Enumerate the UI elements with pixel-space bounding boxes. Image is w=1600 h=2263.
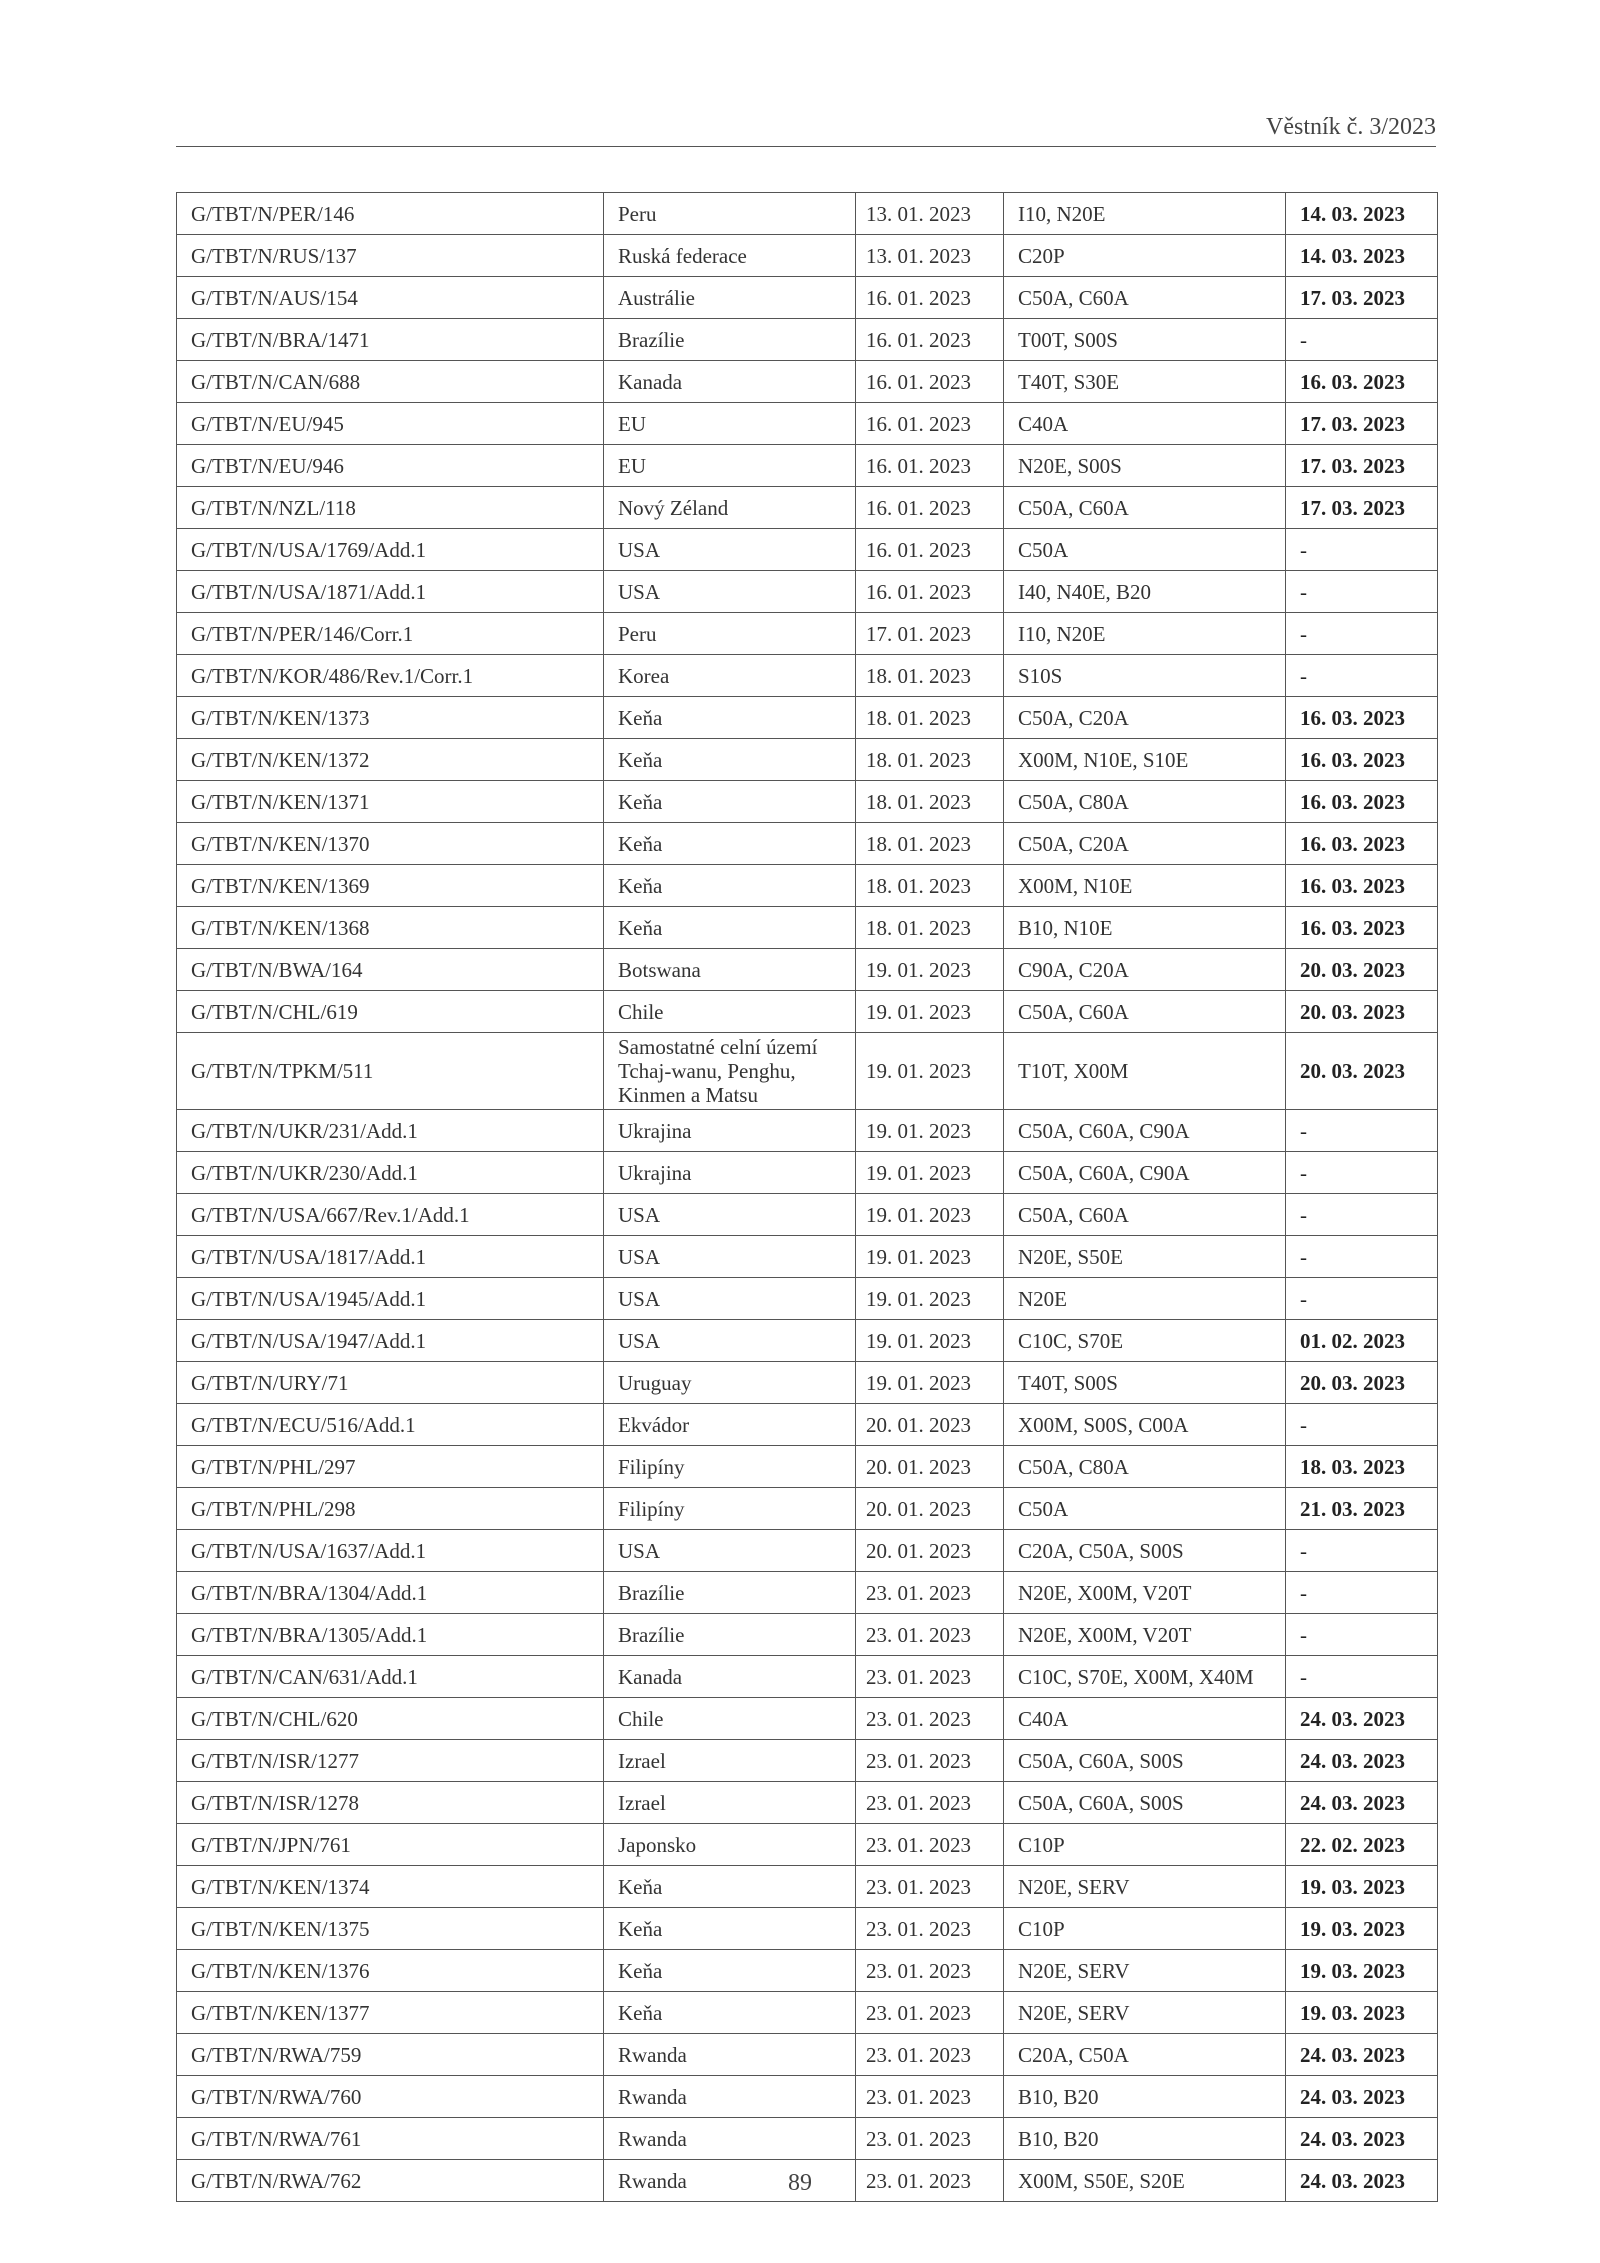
- notification-symbol-cell: G/TBT/N/KEN/1375: [177, 1908, 604, 1950]
- member-cell: Rwanda: [604, 2034, 856, 2076]
- table-row: [177, 865, 1438, 907]
- codes-cell: N20E, S50E: [1004, 1236, 1286, 1278]
- member-cell: Brazílie: [604, 1572, 856, 1614]
- page-header: [176, 112, 1436, 147]
- journal-title: Věstník č. 3/2023: [1266, 114, 1436, 140]
- notification-symbol-cell: G/TBT/N/ISR/1277: [177, 1740, 604, 1782]
- deadline-cell: 14. 03. 2023: [1286, 193, 1438, 235]
- deadline-cell: 20. 03. 2023: [1286, 1362, 1438, 1404]
- date-cell: 23. 01. 2023: [856, 1614, 1004, 1656]
- deadline-cell: 17. 03. 2023: [1286, 487, 1438, 529]
- date-cell: 19. 01. 2023: [856, 1033, 1004, 1110]
- date-cell: 19. 01. 2023: [856, 991, 1004, 1033]
- notification-symbol-cell: G/TBT/N/KEN/1369: [177, 865, 604, 907]
- member-cell: USA: [604, 571, 856, 613]
- member-cell: Ukrajina: [604, 1152, 856, 1194]
- deadline-cell: 20. 03. 2023: [1286, 949, 1438, 991]
- date-cell: 23. 01. 2023: [856, 2034, 1004, 2076]
- codes-cell: C50A, C20A: [1004, 823, 1286, 865]
- deadline-cell: 19. 03. 2023: [1286, 1866, 1438, 1908]
- date-cell: 16. 01. 2023: [856, 277, 1004, 319]
- notification-symbol-cell: G/TBT/N/NZL/118: [177, 487, 604, 529]
- notification-symbol-cell: G/TBT/N/USA/667/Rev.1/Add.1: [177, 1194, 604, 1236]
- table-row: [177, 277, 1438, 319]
- codes-cell: C50A, C60A, C90A: [1004, 1110, 1286, 1152]
- codes-cell: B10, B20: [1004, 2118, 1286, 2160]
- member-cell: Keňa: [604, 739, 856, 781]
- codes-cell: X00M, S50E, S20E: [1004, 2160, 1286, 2202]
- member-cell: Keňa: [604, 1950, 856, 1992]
- member-cell: Keňa: [604, 907, 856, 949]
- deadline-cell: -: [1286, 655, 1438, 697]
- member-cell: Uruguay: [604, 1362, 856, 1404]
- deadline-cell: 16. 03. 2023: [1286, 781, 1438, 823]
- deadline-cell: -: [1286, 571, 1438, 613]
- table-row: [177, 361, 1438, 403]
- deadline-cell: 24. 03. 2023: [1286, 2076, 1438, 2118]
- codes-cell: N20E, S00S: [1004, 445, 1286, 487]
- member-cell: USA: [604, 1320, 856, 1362]
- table-row: [177, 697, 1438, 739]
- table-row: [177, 907, 1438, 949]
- date-cell: 23. 01. 2023: [856, 1908, 1004, 1950]
- deadline-cell: -: [1286, 1236, 1438, 1278]
- codes-cell: I40, N40E, B20: [1004, 571, 1286, 613]
- codes-cell: C50A, C80A: [1004, 781, 1286, 823]
- member-cell: USA: [604, 1278, 856, 1320]
- date-cell: 20. 01. 2023: [856, 1488, 1004, 1530]
- notification-symbol-cell: G/TBT/N/AUS/154: [177, 277, 604, 319]
- member-cell: Keňa: [604, 781, 856, 823]
- member-cell: EU: [604, 403, 856, 445]
- codes-cell: T40T, S30E: [1004, 361, 1286, 403]
- notification-symbol-cell: G/TBT/N/CAN/688: [177, 361, 604, 403]
- codes-cell: C10C, S70E: [1004, 1320, 1286, 1362]
- date-cell: 23. 01. 2023: [856, 1950, 1004, 1992]
- deadline-cell: 20. 03. 2023: [1286, 1033, 1438, 1110]
- member-cell: USA: [604, 1530, 856, 1572]
- member-cell: Korea: [604, 655, 856, 697]
- codes-cell: C50A, C60A, C90A: [1004, 1152, 1286, 1194]
- codes-cell: C10P: [1004, 1824, 1286, 1866]
- member-cell: Brazílie: [604, 1614, 856, 1656]
- deadline-cell: 21. 03. 2023: [1286, 1488, 1438, 1530]
- table-row: [177, 235, 1438, 277]
- table-row: [177, 403, 1438, 445]
- codes-cell: C50A, C60A: [1004, 277, 1286, 319]
- table-row: [177, 1446, 1438, 1488]
- notification-symbol-cell: G/TBT/N/USA/1871/Add.1: [177, 571, 604, 613]
- notification-symbol-cell: G/TBT/N/PER/146: [177, 193, 604, 235]
- date-cell: 19. 01. 2023: [856, 1362, 1004, 1404]
- member-cell: USA: [604, 1236, 856, 1278]
- deadline-cell: 16. 03. 2023: [1286, 361, 1438, 403]
- table-row: [177, 1908, 1438, 1950]
- table-row: [177, 445, 1438, 487]
- member-cell: Kanada: [604, 1656, 856, 1698]
- table-row: [177, 1614, 1438, 1656]
- date-cell: 19. 01. 2023: [856, 1278, 1004, 1320]
- codes-cell: S10S: [1004, 655, 1286, 697]
- notification-symbol-cell: G/TBT/N/BRA/1305/Add.1: [177, 1614, 604, 1656]
- deadline-cell: 17. 03. 2023: [1286, 277, 1438, 319]
- member-cell: Rwanda: [604, 2118, 856, 2160]
- member-cell: Izrael: [604, 1782, 856, 1824]
- member-cell: Rwanda: [604, 2076, 856, 2118]
- codes-cell: B10, B20: [1004, 2076, 1286, 2118]
- member-cell: Izrael: [604, 1740, 856, 1782]
- deadline-cell: 20. 03. 2023: [1286, 991, 1438, 1033]
- table-row: [177, 781, 1438, 823]
- page-number: 89: [788, 2170, 812, 2196]
- deadline-cell: -: [1286, 1614, 1438, 1656]
- notification-symbol-cell: G/TBT/N/RUS/137: [177, 235, 604, 277]
- notification-symbol-cell: G/TBT/N/PHL/298: [177, 1488, 604, 1530]
- codes-cell: N20E, X00M, V20T: [1004, 1614, 1286, 1656]
- date-cell: 16. 01. 2023: [856, 529, 1004, 571]
- date-cell: 20. 01. 2023: [856, 1446, 1004, 1488]
- codes-cell: C20A, C50A, S00S: [1004, 1530, 1286, 1572]
- date-cell: 18. 01. 2023: [856, 697, 1004, 739]
- deadline-cell: 18. 03. 2023: [1286, 1446, 1438, 1488]
- notification-symbol-cell: G/TBT/N/CAN/631/Add.1: [177, 1656, 604, 1698]
- codes-cell: I10, N20E: [1004, 193, 1286, 235]
- codes-cell: C50A: [1004, 1488, 1286, 1530]
- member-cell: Brazílie: [604, 319, 856, 361]
- notification-symbol-cell: G/TBT/N/RWA/761: [177, 2118, 604, 2160]
- notification-symbol-cell: G/TBT/N/KEN/1368: [177, 907, 604, 949]
- date-cell: 18. 01. 2023: [856, 907, 1004, 949]
- table-row: [177, 1530, 1438, 1572]
- deadline-cell: -: [1286, 529, 1438, 571]
- date-cell: 23. 01. 2023: [856, 1740, 1004, 1782]
- table-row: [177, 1698, 1438, 1740]
- notification-symbol-cell: G/TBT/N/BRA/1304/Add.1: [177, 1572, 604, 1614]
- table-row: [177, 1950, 1438, 1992]
- date-cell: 17. 01. 2023: [856, 613, 1004, 655]
- table-row: [177, 193, 1438, 235]
- deadline-cell: -: [1286, 1572, 1438, 1614]
- date-cell: 18. 01. 2023: [856, 655, 1004, 697]
- codes-cell: C90A, C20A: [1004, 949, 1286, 991]
- member-cell: USA: [604, 529, 856, 571]
- member-cell: Peru: [604, 193, 856, 235]
- deadline-cell: 24. 03. 2023: [1286, 1740, 1438, 1782]
- codes-cell: C40A: [1004, 403, 1286, 445]
- deadline-cell: 24. 03. 2023: [1286, 2034, 1438, 2076]
- member-cell: Ruská federace: [604, 235, 856, 277]
- notification-symbol-cell: G/TBT/N/UKR/231/Add.1: [177, 1110, 604, 1152]
- codes-cell: C50A, C60A, S00S: [1004, 1740, 1286, 1782]
- table-row: [177, 655, 1438, 697]
- date-cell: 23. 01. 2023: [856, 1656, 1004, 1698]
- date-cell: 16. 01. 2023: [856, 487, 1004, 529]
- table-row: [177, 1782, 1438, 1824]
- notification-symbol-cell: G/TBT/N/CHL/619: [177, 991, 604, 1033]
- codes-cell: C50A, C60A, S00S: [1004, 1782, 1286, 1824]
- deadline-cell: 24. 03. 2023: [1286, 1698, 1438, 1740]
- notification-symbol-cell: G/TBT/N/KEN/1377: [177, 1992, 604, 2034]
- date-cell: 23. 01. 2023: [856, 1824, 1004, 1866]
- table-row: [177, 1362, 1438, 1404]
- date-cell: 19. 01. 2023: [856, 1320, 1004, 1362]
- member-cell: Keňa: [604, 1908, 856, 1950]
- member-cell: Peru: [604, 613, 856, 655]
- notification-symbol-cell: G/TBT/N/EU/945: [177, 403, 604, 445]
- table-row: [177, 1572, 1438, 1614]
- date-cell: 13. 01. 2023: [856, 235, 1004, 277]
- notification-symbol-cell: G/TBT/N/TPKM/511: [177, 1033, 604, 1110]
- deadline-cell: 16. 03. 2023: [1286, 739, 1438, 781]
- table-row: [177, 949, 1438, 991]
- member-cell: Chile: [604, 991, 856, 1033]
- member-cell: Kanada: [604, 361, 856, 403]
- codes-cell: C50A, C80A: [1004, 1446, 1286, 1488]
- table-row: [177, 1110, 1438, 1152]
- codes-cell: C50A: [1004, 529, 1286, 571]
- table-row: [177, 1278, 1438, 1320]
- deadline-cell: -: [1286, 1194, 1438, 1236]
- date-cell: 19. 01. 2023: [856, 1194, 1004, 1236]
- deadline-cell: -: [1286, 1110, 1438, 1152]
- deadline-cell: 17. 03. 2023: [1286, 445, 1438, 487]
- deadline-cell: 19. 03. 2023: [1286, 1908, 1438, 1950]
- date-cell: 23. 01. 2023: [856, 1992, 1004, 2034]
- deadline-cell: 17. 03. 2023: [1286, 403, 1438, 445]
- date-cell: 16. 01. 2023: [856, 445, 1004, 487]
- notification-symbol-cell: G/TBT/N/ECU/516/Add.1: [177, 1404, 604, 1446]
- deadline-cell: 16. 03. 2023: [1286, 907, 1438, 949]
- notification-symbol-cell: G/TBT/N/URY/71: [177, 1362, 604, 1404]
- deadline-cell: -: [1286, 1530, 1438, 1572]
- date-cell: 23. 01. 2023: [856, 2076, 1004, 2118]
- codes-cell: T40T, S00S: [1004, 1362, 1286, 1404]
- date-cell: 18. 01. 2023: [856, 823, 1004, 865]
- member-cell: Rwanda: [604, 2160, 856, 2202]
- table-row: [177, 823, 1438, 865]
- notification-table: [176, 192, 1438, 2202]
- deadline-cell: -: [1286, 1152, 1438, 1194]
- deadline-cell: -: [1286, 319, 1438, 361]
- member-cell: Filipíny: [604, 1446, 856, 1488]
- date-cell: 18. 01. 2023: [856, 865, 1004, 907]
- member-cell: Chile: [604, 1698, 856, 1740]
- table-row: [177, 1194, 1438, 1236]
- codes-cell: N20E: [1004, 1278, 1286, 1320]
- date-cell: 19. 01. 2023: [856, 1152, 1004, 1194]
- member-cell: Botswana: [604, 949, 856, 991]
- member-cell: EU: [604, 445, 856, 487]
- date-cell: 19. 01. 2023: [856, 949, 1004, 991]
- deadline-cell: 19. 03. 2023: [1286, 1992, 1438, 2034]
- deadline-cell: 22. 02. 2023: [1286, 1824, 1438, 1866]
- codes-cell: I10, N20E: [1004, 613, 1286, 655]
- notification-symbol-cell: G/TBT/N/KEN/1374: [177, 1866, 604, 1908]
- table-row: [177, 1866, 1438, 1908]
- table-row: [177, 571, 1438, 613]
- table-body: [177, 193, 1438, 2202]
- notification-symbol-cell: G/TBT/N/KEN/1370: [177, 823, 604, 865]
- codes-cell: C50A, C20A: [1004, 697, 1286, 739]
- notification-symbol-cell: G/TBT/N/KEN/1376: [177, 1950, 604, 1992]
- notification-symbol-cell: G/TBT/N/KEN/1371: [177, 781, 604, 823]
- notification-symbol-cell: G/TBT/N/USA/1637/Add.1: [177, 1530, 604, 1572]
- notification-symbol-cell: G/TBT/N/JPN/761: [177, 1824, 604, 1866]
- member-cell: Keňa: [604, 1866, 856, 1908]
- date-cell: 16. 01. 2023: [856, 361, 1004, 403]
- codes-cell: C20A, C50A: [1004, 2034, 1286, 2076]
- table-row: [177, 739, 1438, 781]
- codes-cell: T00T, S00S: [1004, 319, 1286, 361]
- codes-cell: C50A, C60A: [1004, 487, 1286, 529]
- deadline-cell: 24. 03. 2023: [1286, 2118, 1438, 2160]
- notification-symbol-cell: G/TBT/N/USA/1945/Add.1: [177, 1278, 604, 1320]
- notification-symbol-cell: G/TBT/N/EU/946: [177, 445, 604, 487]
- date-cell: 18. 01. 2023: [856, 739, 1004, 781]
- notification-symbol-cell: G/TBT/N/KOR/486/Rev.1/Corr.1: [177, 655, 604, 697]
- codes-cell: C10P: [1004, 1908, 1286, 1950]
- date-cell: 16. 01. 2023: [856, 571, 1004, 613]
- table-row: [177, 1033, 1438, 1110]
- deadline-cell: -: [1286, 1278, 1438, 1320]
- table-row: [177, 1656, 1438, 1698]
- member-cell: Keňa: [604, 823, 856, 865]
- codes-cell: C50A, C60A: [1004, 1194, 1286, 1236]
- notification-symbol-cell: G/TBT/N/KEN/1373: [177, 697, 604, 739]
- notification-symbol-cell: G/TBT/N/CHL/620: [177, 1698, 604, 1740]
- notification-symbol-cell: G/TBT/N/ISR/1278: [177, 1782, 604, 1824]
- member-cell: Japonsko: [604, 1824, 856, 1866]
- codes-cell: N20E, SERV: [1004, 1950, 1286, 1992]
- deadline-cell: 16. 03. 2023: [1286, 823, 1438, 865]
- table-row: [177, 2076, 1438, 2118]
- table-row: [177, 1152, 1438, 1194]
- deadline-cell: 16. 03. 2023: [1286, 865, 1438, 907]
- notification-symbol-cell: G/TBT/N/USA/1769/Add.1: [177, 529, 604, 571]
- table-row: [177, 529, 1438, 571]
- notification-symbol-cell: G/TBT/N/BWA/164: [177, 949, 604, 991]
- deadline-cell: 01. 02. 2023: [1286, 1320, 1438, 1362]
- table-row: [177, 613, 1438, 655]
- table-row: [177, 1320, 1438, 1362]
- table-row: [177, 319, 1438, 361]
- table-row: [177, 991, 1438, 1033]
- notification-symbol-cell: G/TBT/N/RWA/762: [177, 2160, 604, 2202]
- notification-symbol-cell: G/TBT/N/KEN/1372: [177, 739, 604, 781]
- codes-cell: X00M, N10E: [1004, 865, 1286, 907]
- table-row: [177, 2034, 1438, 2076]
- codes-cell: X00M, S00S, C00A: [1004, 1404, 1286, 1446]
- notification-symbol-cell: G/TBT/N/BRA/1471: [177, 319, 604, 361]
- codes-cell: B10, N10E: [1004, 907, 1286, 949]
- member-cell: Filipíny: [604, 1488, 856, 1530]
- notification-symbol-cell: G/TBT/N/USA/1817/Add.1: [177, 1236, 604, 1278]
- table-row: [177, 487, 1438, 529]
- codes-cell: C10C, S70E, X00M, X40M: [1004, 1656, 1286, 1698]
- date-cell: 16. 01. 2023: [856, 319, 1004, 361]
- table-row: [177, 2118, 1438, 2160]
- member-cell: Samostatné celní území Tchaj-wanu, Penghu, Kinmen a Matsu: [604, 1033, 856, 1110]
- member-cell: Keňa: [604, 865, 856, 907]
- date-cell: 23. 01. 2023: [856, 1782, 1004, 1824]
- date-cell: 23. 01. 2023: [856, 1698, 1004, 1740]
- codes-cell: C50A, C60A: [1004, 991, 1286, 1033]
- date-cell: 23. 01. 2023: [856, 1866, 1004, 1908]
- member-cell: Austrálie: [604, 277, 856, 319]
- table-row: [177, 1404, 1438, 1446]
- date-cell: 16. 01. 2023: [856, 403, 1004, 445]
- notification-symbol-cell: G/TBT/N/UKR/230/Add.1: [177, 1152, 604, 1194]
- table-row: [177, 1236, 1438, 1278]
- member-cell: Nový Zéland: [604, 487, 856, 529]
- codes-cell: C40A: [1004, 1698, 1286, 1740]
- table-row: [177, 1740, 1438, 1782]
- date-cell: 13. 01. 2023: [856, 193, 1004, 235]
- date-cell: 20. 01. 2023: [856, 1404, 1004, 1446]
- notification-symbol-cell: G/TBT/N/PHL/297: [177, 1446, 604, 1488]
- date-cell: 20. 01. 2023: [856, 1530, 1004, 1572]
- notification-symbol-cell: G/TBT/N/USA/1947/Add.1: [177, 1320, 604, 1362]
- deadline-cell: 24. 03. 2023: [1286, 2160, 1438, 2202]
- date-cell: 19. 01. 2023: [856, 1110, 1004, 1152]
- table-row: [177, 1824, 1438, 1866]
- codes-cell: T10T, X00M: [1004, 1033, 1286, 1110]
- notification-symbol-cell: G/TBT/N/RWA/760: [177, 2076, 604, 2118]
- date-cell: 18. 01. 2023: [856, 781, 1004, 823]
- deadline-cell: -: [1286, 1404, 1438, 1446]
- deadline-cell: -: [1286, 1656, 1438, 1698]
- date-cell: 23. 01. 2023: [856, 2118, 1004, 2160]
- codes-cell: N20E, SERV: [1004, 1866, 1286, 1908]
- date-cell: 19. 01. 2023: [856, 1236, 1004, 1278]
- member-cell: Ekvádor: [604, 1404, 856, 1446]
- member-cell: USA: [604, 1194, 856, 1236]
- deadline-cell: 19. 03. 2023: [1286, 1950, 1438, 1992]
- codes-cell: C20P: [1004, 235, 1286, 277]
- member-cell: Keňa: [604, 1992, 856, 2034]
- member-cell: Ukrajina: [604, 1110, 856, 1152]
- date-cell: 23. 01. 2023: [856, 2160, 1004, 2202]
- table-row: [177, 1488, 1438, 1530]
- codes-cell: N20E, X00M, V20T: [1004, 1572, 1286, 1614]
- deadline-cell: 16. 03. 2023: [1286, 697, 1438, 739]
- codes-cell: N20E, SERV: [1004, 1992, 1286, 2034]
- table-row: [177, 1992, 1438, 2034]
- codes-cell: X00M, N10E, S10E: [1004, 739, 1286, 781]
- date-cell: 23. 01. 2023: [856, 1572, 1004, 1614]
- deadline-cell: 24. 03. 2023: [1286, 1782, 1438, 1824]
- notification-symbol-cell: G/TBT/N/PER/146/Corr.1: [177, 613, 604, 655]
- deadline-cell: 14. 03. 2023: [1286, 235, 1438, 277]
- member-cell: Keňa: [604, 697, 856, 739]
- notification-symbol-cell: G/TBT/N/RWA/759: [177, 2034, 604, 2076]
- deadline-cell: -: [1286, 613, 1438, 655]
